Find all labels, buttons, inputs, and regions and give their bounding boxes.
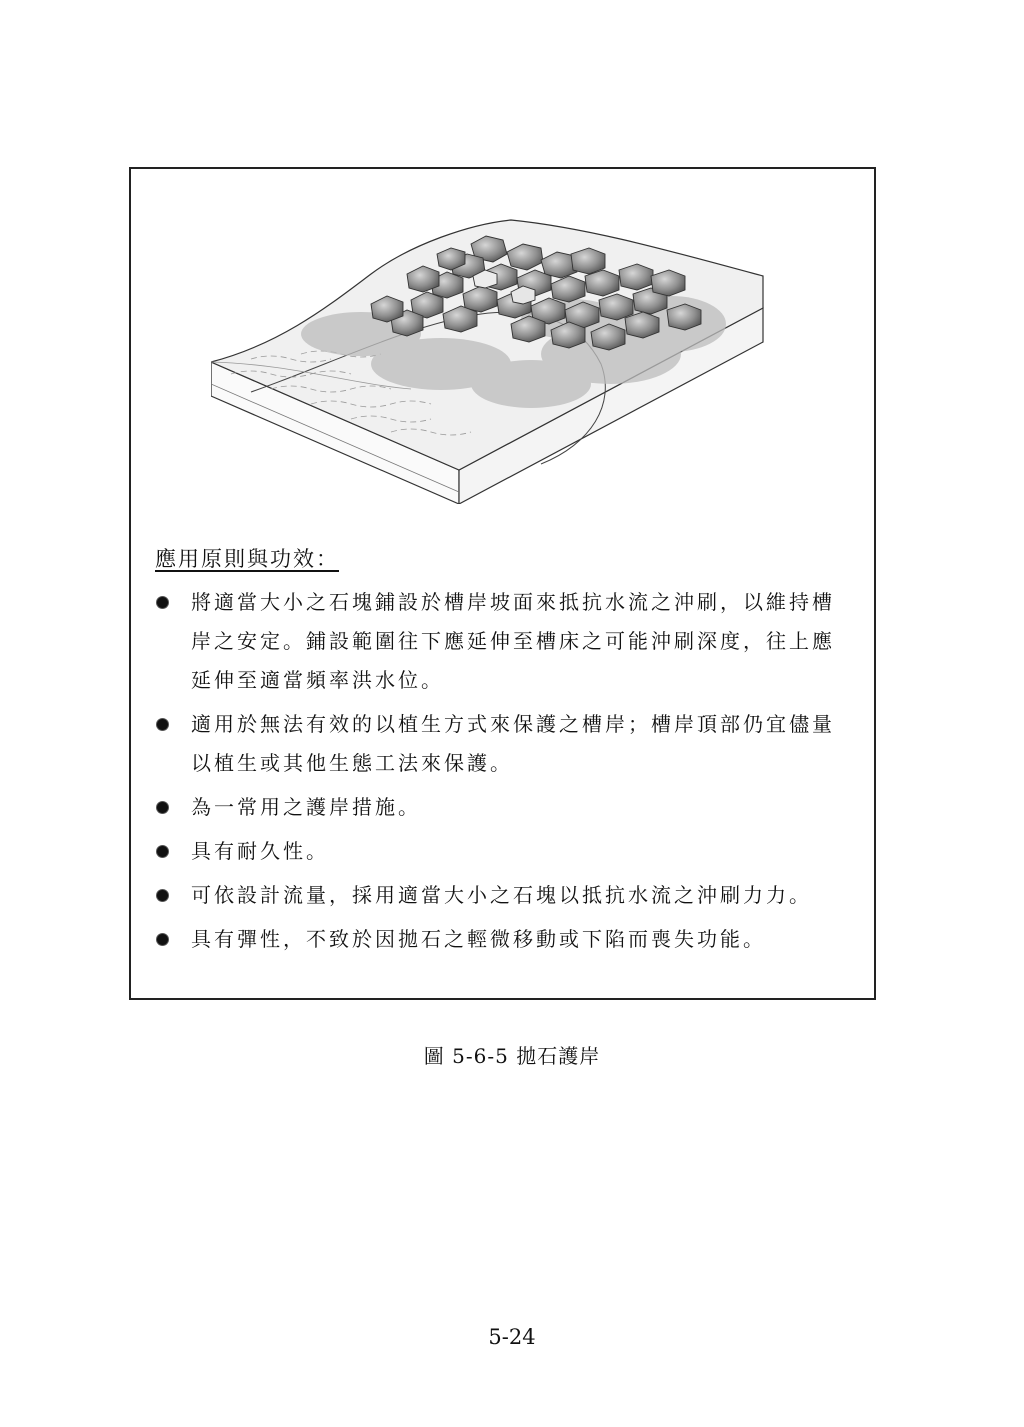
riprap-bank-illustration — [211, 214, 771, 504]
list-item — [155, 583, 855, 700]
list-item-text: 適用於無法有效的以植生方式來保護之槽岸；槽岸頂部仍宜儘量以植生或其他生態工法來保護。 — [191, 712, 835, 775]
list-item — [155, 876, 855, 915]
bullet-icon — [157, 846, 168, 857]
bullet-icon — [157, 597, 168, 608]
list-item-text: 為一常用之護岸措施。 — [191, 795, 421, 819]
list-item — [155, 788, 855, 827]
list-item-text: 可依設計流量，採用適當大小之石塊以抵抗水流之沖刷力力。 — [191, 883, 812, 907]
bullet-icon — [157, 934, 168, 945]
page-number: 5-24 — [488, 1325, 536, 1349]
figure-caption: 圖 5-6-5 拋石護岸 — [423, 1044, 601, 1068]
list-item — [155, 920, 855, 959]
figure-frame — [129, 167, 876, 1000]
list-item-text: 具有彈性，不致於因拋石之輕微移動或下陷而喪失功能。 — [191, 927, 766, 951]
list-item-text: 具有耐久性。 — [191, 839, 329, 863]
bullet-icon — [157, 719, 168, 730]
list-item — [155, 832, 855, 871]
section-heading: 應用原則與功效： — [155, 547, 339, 571]
bullet-icon — [157, 802, 168, 813]
principles-list — [155, 583, 855, 964]
list-item-text: 將適當大小之石塊鋪設於槽岸坡面來抵抗水流之沖刷，以維持槽岸之安定。鋪設範圍往下應延伸至槽床之可能沖刷深度，往上應延伸至適當頻率洪水位。 — [191, 590, 835, 692]
list-item — [155, 705, 855, 783]
bullet-icon — [157, 890, 168, 901]
